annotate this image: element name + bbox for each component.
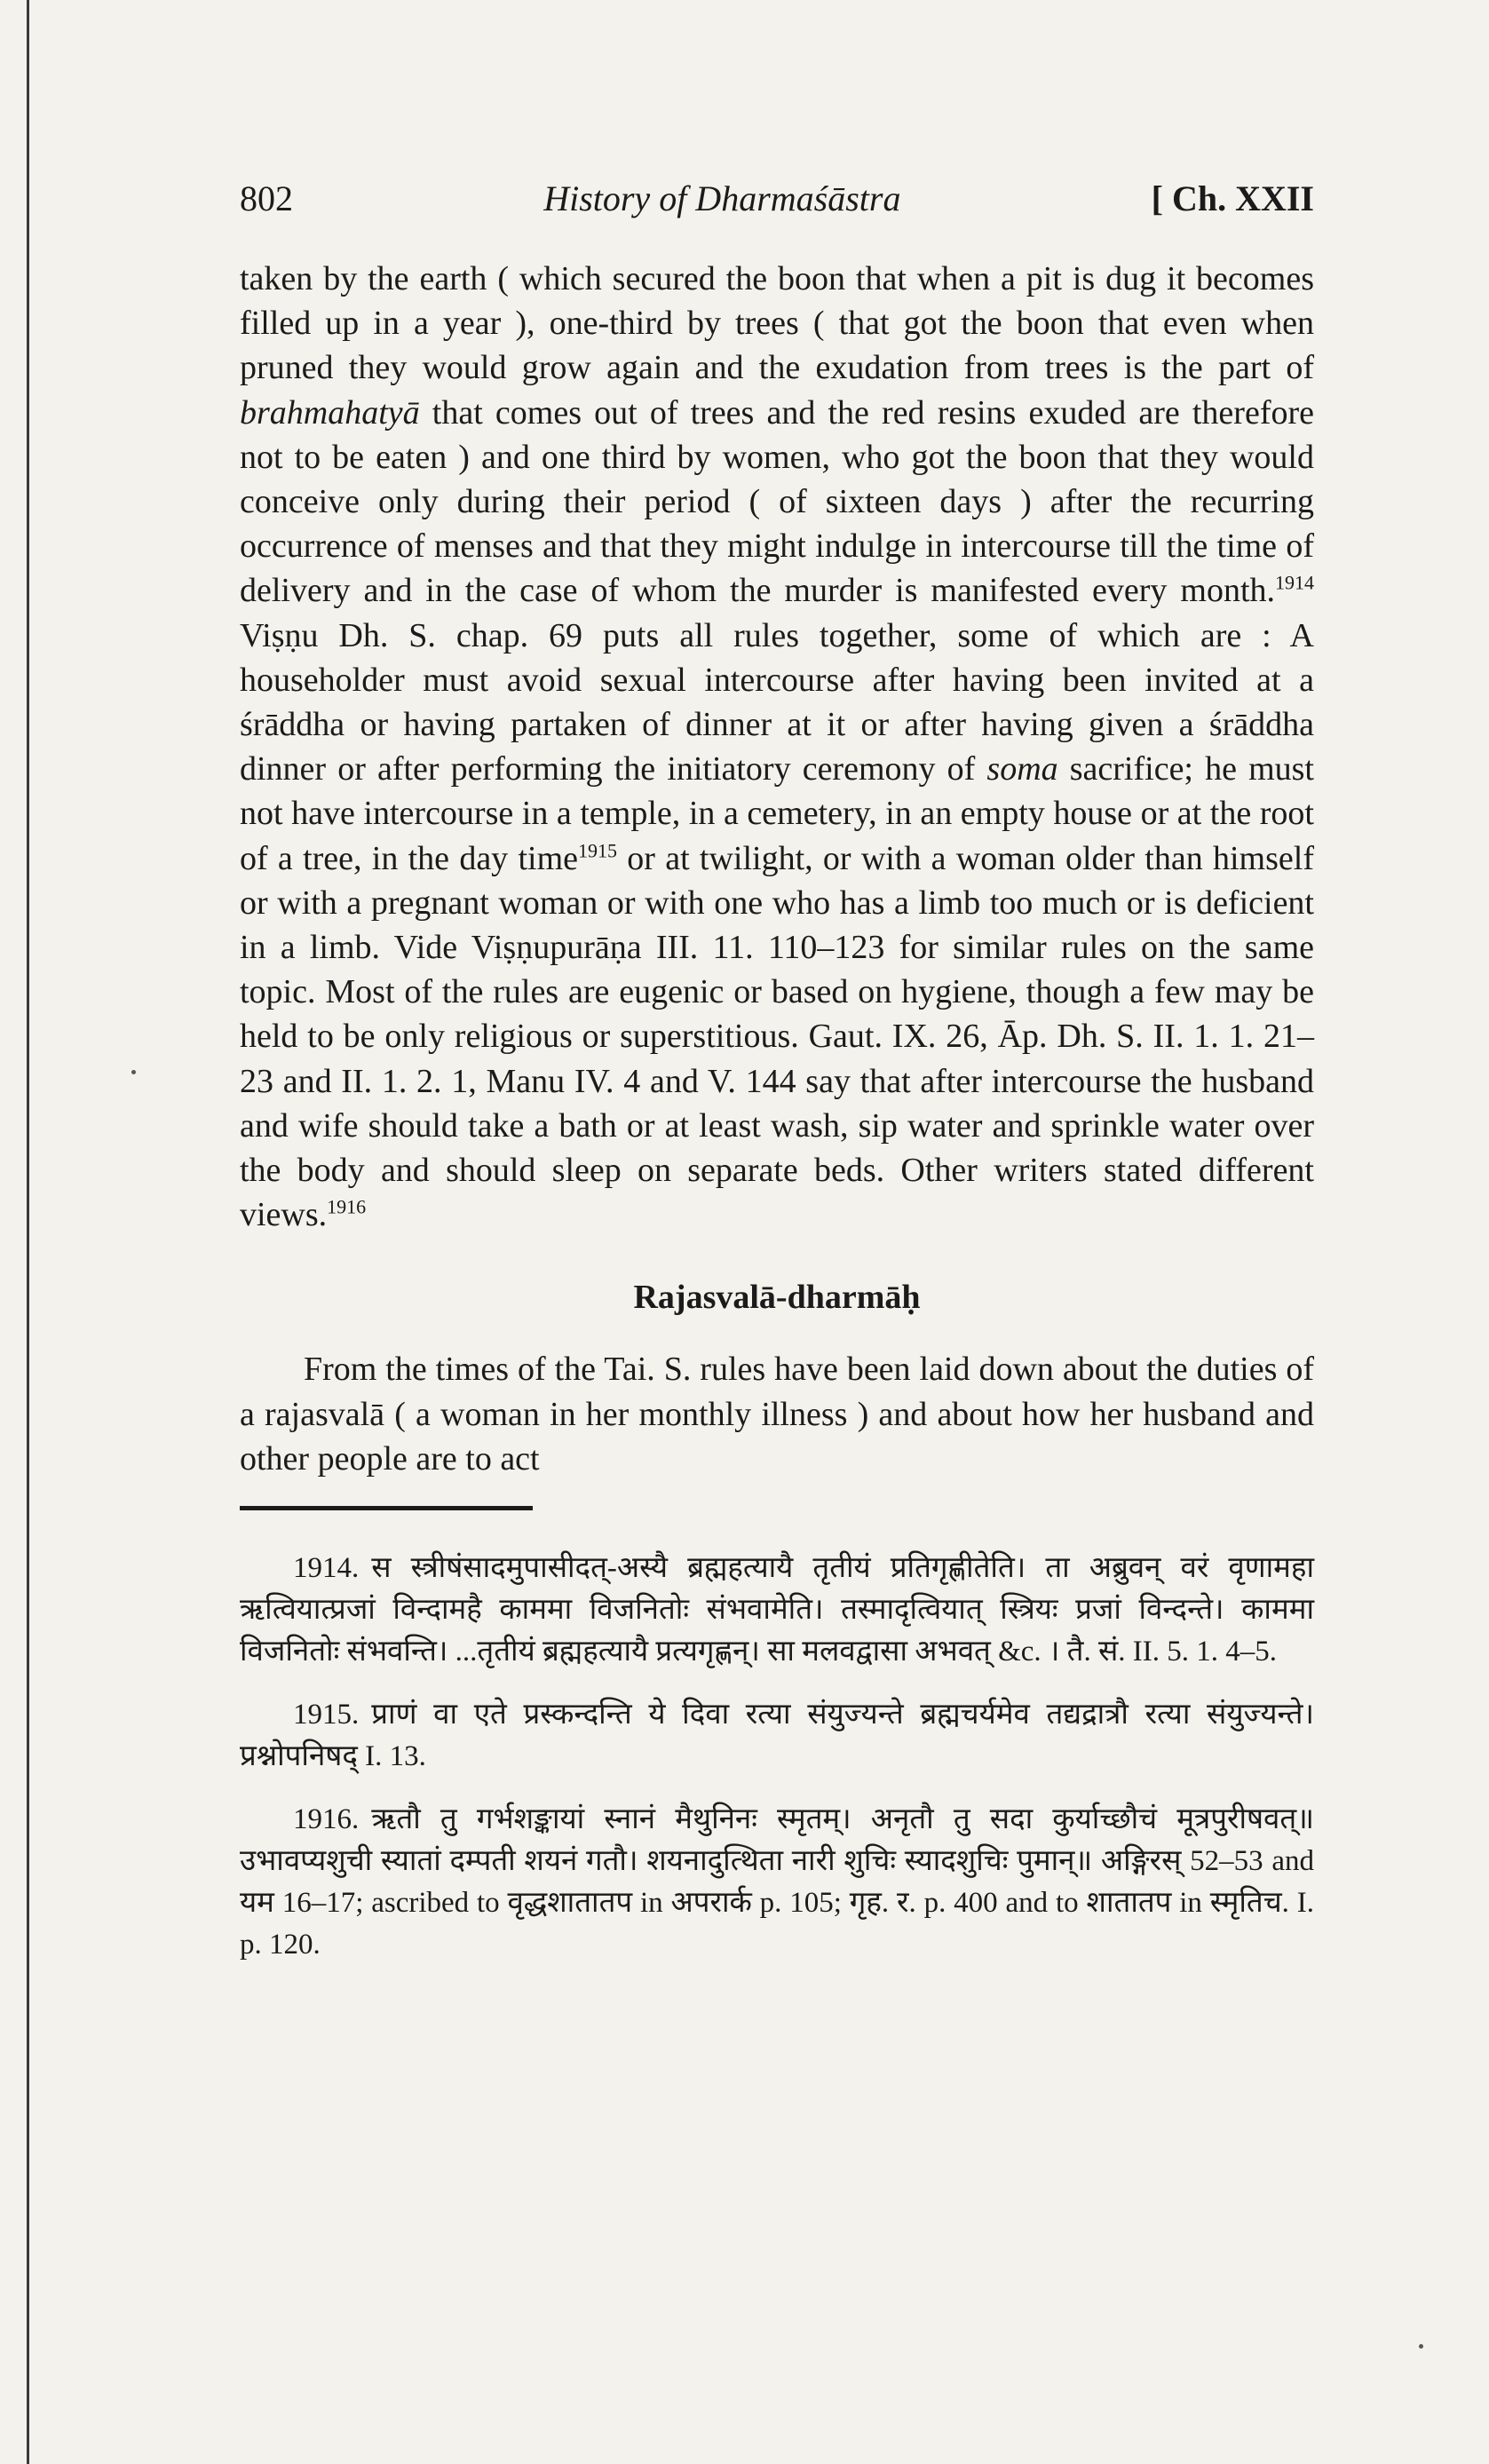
body-paragraph-1 (240, 257, 1314, 1237)
section-heading: Rajasvalā-dharmāḥ (633, 1279, 921, 1317)
footnote-text: स स्त्रीषंसादमुपासीदत्-अस्यै ब्रह्महत्यायै तृतीयं प्रतिगृह्णीतेति। ता अब्रुवन् वरं वृणामहा ऋत्वियात्प्रजां विन्दामहै काममा विजनितोः संभवामेति। तस्मादृत्वियात् स्त्रियः प्रजां विन्दन्ते। काममा विजनितोः संभवन्ति। ...तृतीयं ब्रह्महत्यायै प्रत्यगृह्णन्। सा मलवद्वासा अभवत् &c. । तै. सं. II. 5. 1. 4–5. (240, 1552, 1314, 1668)
text-run: sacrifice; he must not have intercourse in a temple, in a cemetery, in an empty house or at the root of a tree, in the day time (240, 750, 1314, 877)
scan-edge-line (27, 0, 29, 2464)
italic-term: soma (986, 750, 1058, 788)
footnote-divider (240, 1506, 533, 1510)
footnote-1914 (240, 1548, 1314, 1673)
running-title: History of Dharmaśāstra (543, 178, 901, 218)
text-run: From the times of the Tai. S. rules have been laid down about the duties of a rajasvalā ( a woman in her monthly illness ) and about how her husband and other people are to act (240, 1351, 1314, 1478)
footnote-number: 1915. (293, 1699, 360, 1731)
body-paragraph-2 (240, 1347, 1314, 1481)
text-run: taken by the earth ( which secured the boon that when a pit is dug it becomes filled up in a year ), one-third by trees ( that got the boon that even when pruned they would grow again and the exudation from trees is the part of (240, 260, 1314, 387)
footnote-text: ऋतौ तु गर्भशङ्कायां स्नानं मैथुनिनः स्मृतम्। अनृतौ तु सदा कुर्याच्छौचं मूत्रपुरीषवत्॥ उभावप्यशुची स्यातां दम्पती शयनं गतौ। शयनादुत्थिता नारी शुचिः स्यादशुचिः पुमान्॥ अङ्गिरस् 52–53 and यम 16–17; ascribed to वृद्धशातातप in अपरार्क p. 105; गृह. र. p. 400 and to शातातप in स्मृतिच. I. p. 120. (240, 1803, 1314, 1961)
footnote-1915 (240, 1694, 1314, 1778)
running-header (240, 178, 1314, 219)
page-content (240, 178, 1314, 1987)
text-run: that comes out of trees and the red resins exuded are therefore not to be eaten ) and one third by women, who got the boon that they would conceive only during their period ( of sixteen days ) after the recurring occurrence of menses and that they might indulge in intercourse till the time of delivery and in the case of whom the murder is manifested every month. (240, 393, 1314, 610)
italic-term: brahmahatyā (240, 393, 420, 432)
footnote-number: 1916. (293, 1803, 360, 1836)
footnote-text: प्राणं वा एते प्रस्कन्दन्ति ये दिवा रत्या संयुज्यन्ते ब्रह्मचर्यमेव तद्यद्रात्रौ रत्या संयुज्यन्ते। प्रश्नोपनिषद् I. 13. (240, 1699, 1314, 1773)
chapter-label: [ Ch. XXII (1151, 178, 1314, 218)
scan-speck (1419, 2344, 1423, 2349)
footnote-ref-1916[interactable]: 1916 (327, 1195, 367, 1218)
text-run: or at twilight, or with a woman older than himself or with a pregnant woman or with one who has a limb too much or is deficient in a limb. Vide Viṣṇupurāṇa III. 11. 110–123 for similar rules on the same topic. Most of the rules are eugenic or based on hygiene, though a few may be held to be only religious or superstitious. Gaut. IX. 26, Āp. Dh. S. II. 1. 1. 21–23 and II. 1. 2. 1, Manu IV. 4 and V. 144 say that after intercourse the husband and wife should take a bath or at least wash, sip water and sprinkle water over the body and should sleep on separate beds. Other writers stated different views. (240, 839, 1314, 1234)
text-run: Viṣṇu Dh. S. chap. 69 puts all rules together, some of which are : A householder must avoid sexual intercourse after having been invited at a śrāddha or having partaken of dinner at it or after having given a śrāddha dinner or after performing the initiatory ceremony of (240, 616, 1314, 788)
footnote-1916 (240, 1799, 1314, 1966)
scan-speck (131, 1070, 136, 1074)
footnote-ref-1915[interactable]: 1915 (578, 838, 617, 861)
page-number: 802 (240, 178, 293, 218)
footnote-ref-1914[interactable]: 1914 (1275, 571, 1314, 594)
footnote-number: 1914. (293, 1552, 360, 1585)
